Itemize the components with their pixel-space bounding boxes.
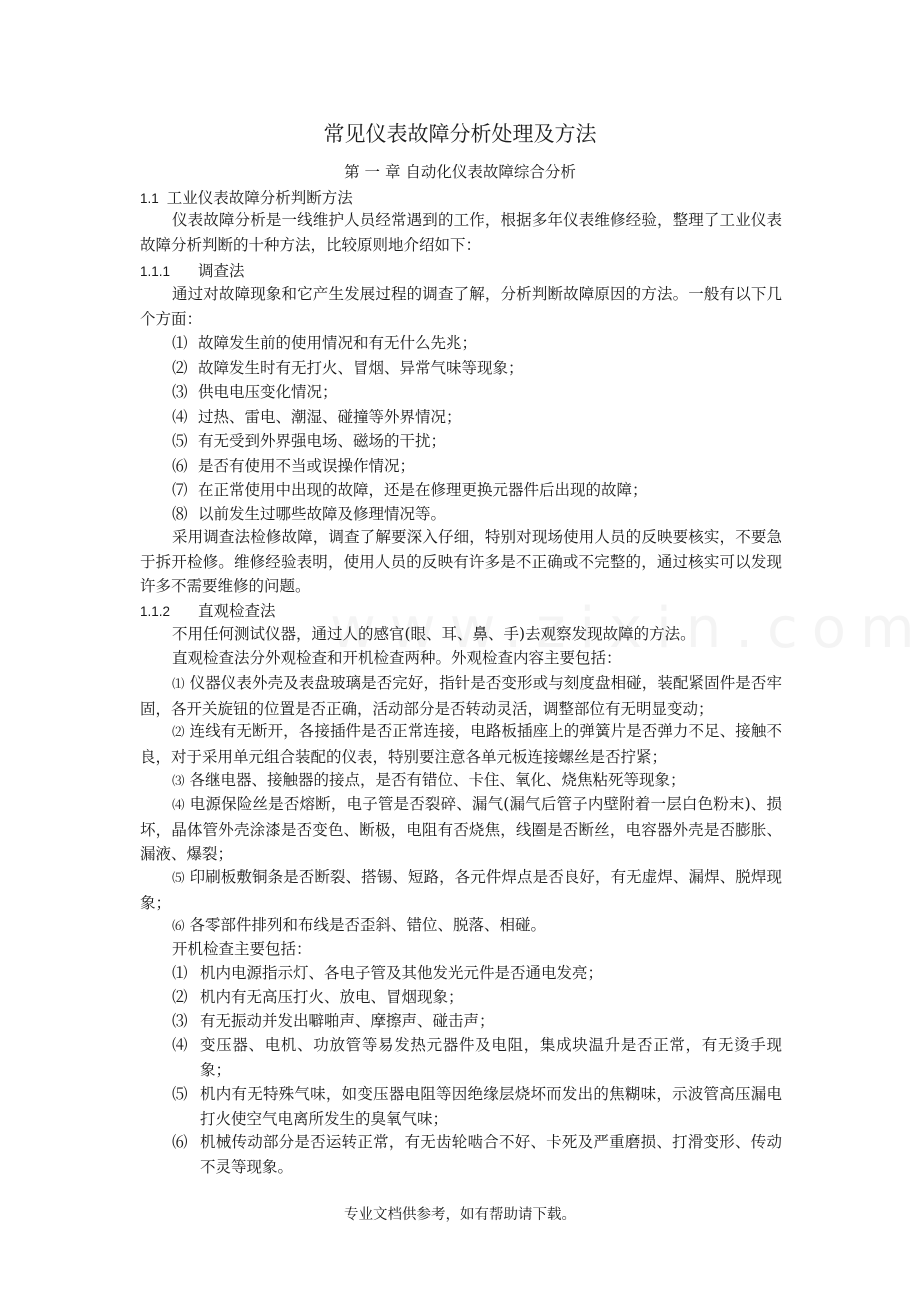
section-heading-1-1 — [140, 186, 353, 208]
list-text: 是否有使用不当或误操作情况； — [198, 457, 416, 475]
list-marker: ⑷ — [172, 408, 188, 426]
subsection-number: 1.1.1 — [140, 264, 171, 279]
list-marker: ⑹ — [172, 1133, 188, 1151]
section-number: 1.1 — [140, 191, 159, 206]
list-item — [140, 865, 782, 915]
list-text: 仪器仪表外壳及表盘玻璃是否完好，指针是否变形或与刻度盘相碰，装配紧固件是否牢固，各开关旋钮的位置是否正确，活动部分是否转动灵活，调整部位有无明显变动； — [140, 674, 782, 718]
list-text: 连线有无断开，各接插件是否正常连接，电路板插座上的弹簧片是否弹力不足、接触不良，对于采用单元组合装配的仪表，特别要注意各单元板连接螺丝是否拧紧； — [140, 722, 782, 766]
list-item — [172, 1009, 782, 1034]
subsection-heading-1-1-2 — [140, 599, 276, 621]
list-text: 在正常使用中出现的故障，还是在修理更换元器件后出现的故障； — [198, 481, 648, 499]
list-text: 机内电源指示灯、各电子管及其他发光元件是否通电发亮； — [200, 964, 604, 982]
list-item — [172, 331, 782, 353]
list-marker: ⑴ — [172, 964, 188, 982]
list-text: 机内有无特殊气味，如变压器电阻等因绝缘层烧坏而发出的焦糊味，示波管高压漏电打火使空气电离所发生的臭氧气味； — [200, 1085, 782, 1128]
list-marker: ⑷ — [172, 797, 185, 812]
list-item — [172, 1082, 782, 1131]
list-item — [140, 913, 782, 939]
page-footer: 专业文档供参考，如有帮助请下载。 — [344, 1207, 576, 1223]
list-item — [172, 1130, 782, 1179]
survey-method-summary: 采用调查法检修故障，调查了解要深入仔细，特别对现场使用人员的反映要核实，不要急于拆开检修。维修经验表明，使用人员的反映有许多是不正确或不完整的，通过核实可以发现许多不需要维修的问题。 — [140, 528, 782, 596]
document-title: 常见仪表故障分析处理及方法 — [323, 122, 597, 146]
list-text: 印刷板敷铜条是否断裂、搭锡、短路，各元件焊点是否良好，有无虚焊、漏焊、脱焊现象； — [140, 868, 782, 912]
list-item — [172, 985, 782, 1010]
section-title: 工业仪表故障分析判断方法 — [166, 189, 353, 207]
list-item — [172, 405, 782, 427]
list-marker: ⑴ — [172, 334, 188, 352]
chapter-heading: 第 一 章 自动化仪表故障综合分析 — [344, 163, 576, 181]
list-marker: ⑸ — [172, 1085, 188, 1103]
list-text: 各零部件排列和布线是否歪斜、错位、脱落、相碰。 — [189, 916, 546, 934]
list-item — [172, 429, 782, 451]
list-marker: ⑹ — [172, 457, 188, 475]
subsection-number: 1.1.2 — [140, 604, 171, 619]
list-marker: ⑵ — [172, 988, 188, 1006]
list-text: 故障发生时有无打火、冒烟、异常气味等现象； — [198, 359, 524, 377]
list-text: 机内有无高压打火、放电、冒烟现象； — [200, 988, 464, 1006]
list-text: 有无振动并发出噼啪声、摩擦声、碰击声； — [200, 1012, 495, 1030]
list-item — [172, 961, 782, 986]
list-text: 以前发生过哪些故障及修理情况等。 — [198, 505, 447, 523]
list-text: 机械传动部分是否运转正常，有无齿轮啮合不好、卡死及严重磨损、打滑变形、传动不灵等现象。 — [200, 1133, 782, 1176]
subsection-title: 直观检查法 — [198, 602, 276, 620]
list-item — [172, 478, 782, 500]
list-marker: ⑶ — [172, 773, 185, 788]
subsection-heading-1-1-1 — [140, 259, 245, 281]
survey-method-paragraph: 通过对故障现象和它产生发展过程的调查了解，分析判断故障原因的方法。一般有以下几个方面： — [140, 285, 782, 328]
list-text: 有无受到外界强电场、磁场的干扰； — [198, 432, 447, 450]
list-marker: ⑴ — [172, 676, 185, 691]
list-marker: ⑷ — [172, 1036, 188, 1054]
list-item — [140, 719, 782, 769]
list-item — [140, 671, 782, 721]
list-marker: ⑶ — [172, 1012, 188, 1030]
list-marker: ⑸ — [172, 432, 188, 450]
list-marker: ⑹ — [172, 918, 185, 933]
list-item — [172, 454, 782, 476]
subsection-title: 调查法 — [198, 262, 245, 280]
list-text: 供电电压变化情况； — [198, 383, 338, 401]
visual-method-paragraph: 不用任何测试仪器，通过人的感官(眼、耳、鼻、手)去观察发现故障的方法。 — [172, 625, 696, 643]
list-item — [172, 356, 782, 378]
list-item — [140, 792, 782, 867]
intro-paragraph: 仪表故障分析是一线维护人员经常遇到的工作，根据多年仪表维修经验，整理了工业仪表故障分析判断的十种方法，比较原则地介绍如下： — [140, 211, 782, 254]
list-text: 各继电器、接触器的接点，是否有错位、卡住、氧化、烧焦粘死等现象； — [189, 771, 686, 789]
list-marker: ⑺ — [172, 481, 188, 499]
visual-method-types: 直观检查法分外观检查和开机检查两种。外观检查内容主要包括： — [172, 649, 622, 667]
list-marker: ⑸ — [172, 870, 185, 885]
list-item — [172, 380, 782, 402]
list-item — [140, 768, 782, 794]
list-text: 变压器、电机、功放管等易发热元器件及电阻，集成块温升是否正常，有无烫手现象； — [200, 1036, 782, 1079]
list-marker: ⑶ — [172, 383, 188, 401]
list-item — [172, 1033, 782, 1082]
list-marker: ⑵ — [172, 724, 185, 739]
list-text: 过热、雷电、潮湿、碰撞等外界情况； — [198, 408, 462, 426]
list-marker: ⑵ — [172, 359, 188, 377]
list-marker: ⑻ — [172, 505, 188, 523]
list-text: 电源保险丝是否熔断，电子管是否裂碎、漏气(漏气后管子内壁附着一层白色粉末)、损坏，晶体管外壳涂漆是否变色、断极，电阻有否烧焦，线圈是否断丝，电容器外壳是否膨胀、漏液、爆裂； — [140, 795, 782, 864]
list-item — [172, 502, 782, 524]
list-text: 故障发生前的使用情况和有无什么先兆； — [198, 334, 478, 352]
startup-check-intro: 开机检查主要包括： — [172, 940, 312, 958]
